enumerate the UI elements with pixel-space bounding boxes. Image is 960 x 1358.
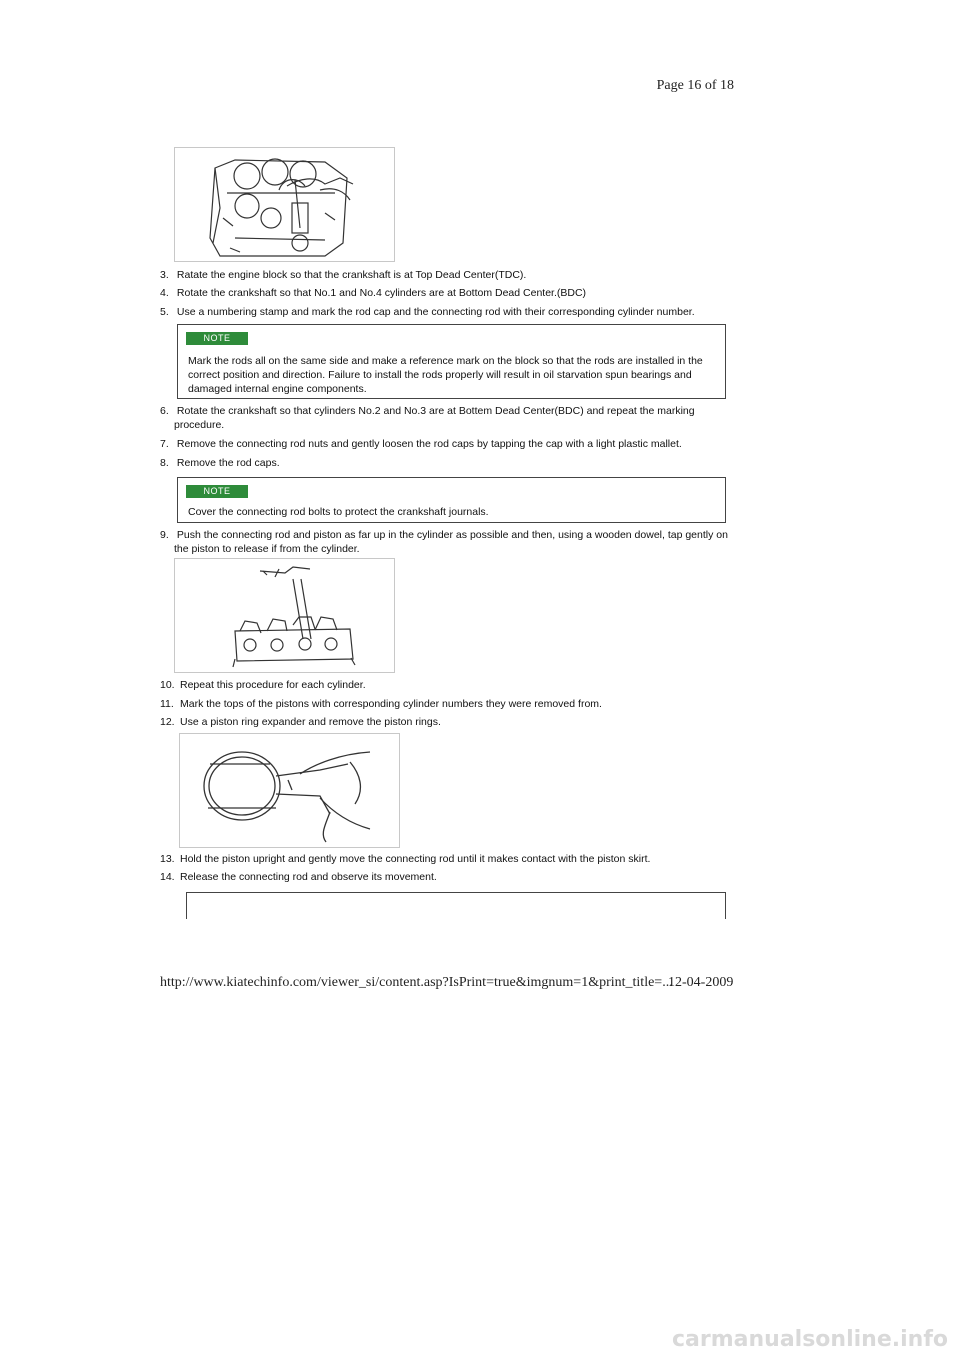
step-5 (160, 305, 740, 319)
note-text: Cover the connecting rod bolts to protect the crankshaft journals. (188, 506, 489, 518)
step-number: 14. (160, 871, 175, 883)
step-9 (160, 528, 740, 556)
step-14 (160, 870, 740, 884)
step-number: 3. (160, 269, 169, 281)
note-badge: NOTE (186, 485, 248, 498)
note-box (177, 477, 726, 523)
step-number: 8. (160, 457, 169, 469)
note-text: Mark the rods all on the same side and make a reference mark on the block so that the rods are installed in the (188, 355, 703, 367)
step-number: 13. (160, 853, 175, 865)
step-text: Rotate the crankshaft so that No.1 and No.4 cylinders are at Bottom Dead Center.(BDC) (176, 287, 587, 299)
step-text: Remove the rod caps. (176, 457, 280, 469)
step-13 (160, 852, 740, 866)
step-text: Remove the connecting rod nuts and gently loosen the rod caps by tapping the cap with a light plastic mallet. (176, 438, 682, 450)
step-text: Mark the tops of the pistons with corresponding cylinder numbers they were removed from. (180, 698, 602, 710)
step-number: 5. (160, 306, 169, 318)
step-10 (160, 678, 740, 692)
note-badge: NOTE (186, 332, 248, 345)
step-text: Push the connecting rod and piston as far up in the cylinder as possible and then, using a wooden dowel, tap gently on (176, 529, 728, 541)
step-11 (160, 697, 740, 711)
step-number: 11. (160, 698, 174, 710)
step-7 (160, 437, 740, 451)
step-number: 4. (160, 287, 169, 299)
step-text: Ratate the engine block so that the crankshaft is at Top Dead Center(TDC). (176, 269, 527, 281)
step-number: 12. (160, 716, 175, 728)
step-text: Hold the piston upright and gently move the connecting rod until it makes contact with the piston skirt. (180, 853, 651, 865)
step-number: 10. (160, 679, 175, 691)
step-4 (160, 286, 740, 300)
note-box (177, 324, 726, 399)
step-text: Use a numbering stamp and mark the rod cap and the connecting rod with their corresponding cylinder number. (176, 306, 695, 318)
step-3 (160, 268, 740, 282)
step-text-continued: procedure. (174, 419, 225, 431)
step-text-continued: the piston to release if from the cylinder. (174, 543, 360, 555)
piston-ring-expander-illustration (179, 733, 400, 848)
step-12 (160, 715, 740, 729)
piston-removal-illustration (174, 558, 395, 673)
note-text: damaged internal engine components. (188, 383, 367, 395)
print-date: 12-04-2009 (668, 975, 734, 990)
step-number: 9. (160, 529, 169, 541)
step-6 (160, 404, 740, 432)
step-number: 7. (160, 438, 169, 450)
page-number: Page 16 of 18 (656, 78, 734, 93)
source-url: http://www.kiatechinfo.com/viewer_si/content.asp?IsPrint=true&imgnum=1&print_title=... (160, 975, 673, 990)
step-text: Rotate the crankshaft so that cylinders No.2 and No.3 are at Bottem Dead Center(BDC) and repeat the marking (176, 405, 695, 417)
note-text: correct position and direction. Failure to install the rods properly will result in oil starvation spun bearings and (188, 369, 692, 381)
watermark: carmanualsonline.info (672, 1327, 948, 1352)
step-text: Use a piston ring expander and remove the piston rings. (180, 716, 441, 728)
engine-block-illustration (174, 147, 395, 262)
step-8 (160, 456, 740, 470)
step-text: Release the connecting rod and observe its movement. (180, 871, 437, 883)
step-number: 6. (160, 405, 169, 417)
step-text: Repeat this procedure for each cylinder. (180, 679, 366, 691)
figure-frame-partial (186, 892, 726, 919)
